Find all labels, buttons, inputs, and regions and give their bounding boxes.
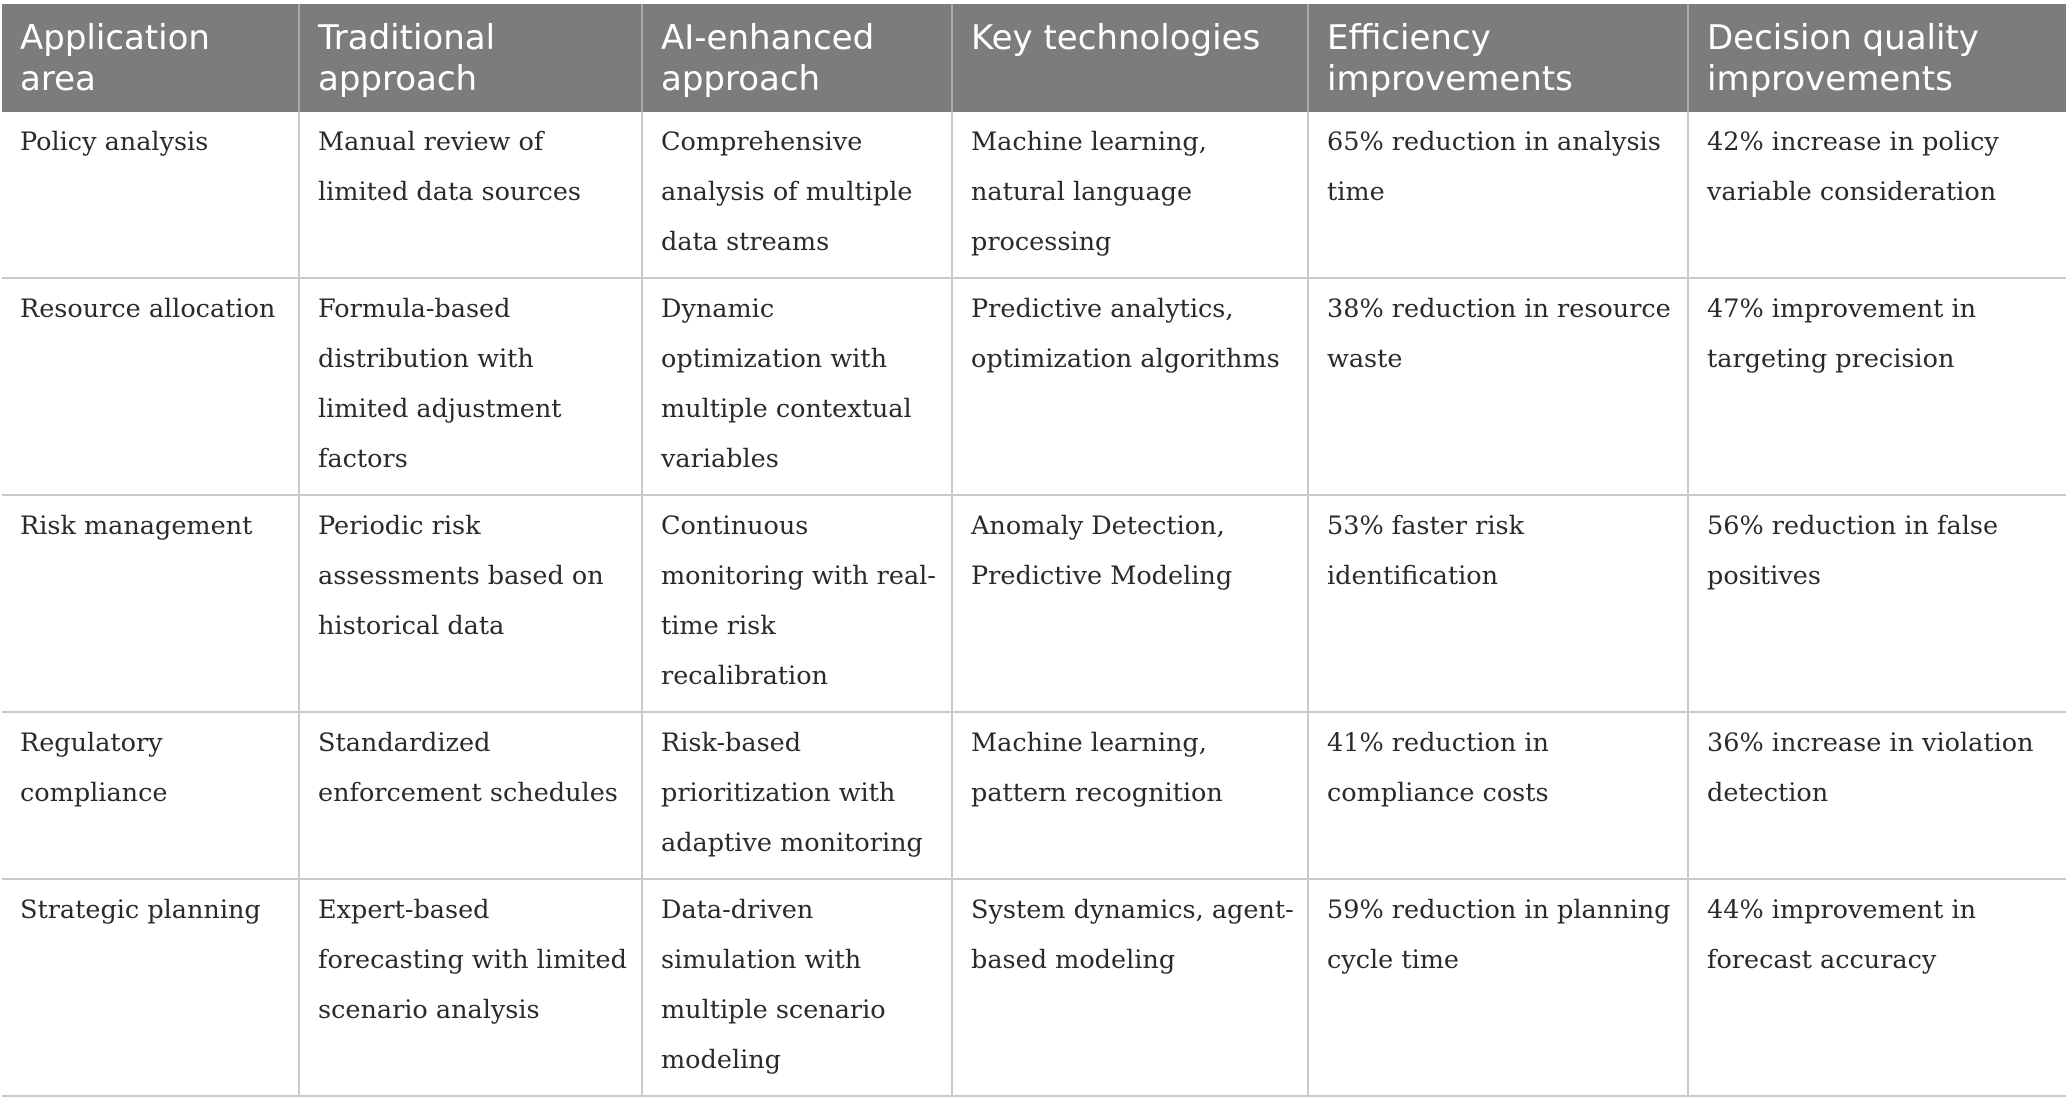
cell-efficiency-improvements: 41% reduction in compliance costs <box>1308 712 1688 879</box>
header-decision-quality-improvements: Decision quality improvements <box>1688 4 2066 112</box>
cell-efficiency-improvements: 65% reduction in analysis time <box>1308 112 1688 278</box>
cell-application-area: Resource allocation <box>2 278 299 495</box>
cell-key-technologies: Machine learning, natural language processing <box>952 112 1308 278</box>
cell-traditional-approach: Formula-based distribution with limited adjustment factors <box>299 278 642 495</box>
cell-application-area: Strategic planning <box>2 879 299 1096</box>
comparison-table <box>2 4 2066 1097</box>
header-efficiency-improvements: Efficiency improvements <box>1308 4 1688 112</box>
cell-efficiency-improvements: 59% reduction in planning cycle time <box>1308 879 1688 1096</box>
cell-ai-enhanced-approach: Continuous monitoring with real-time risk recalibration <box>642 495 952 712</box>
cell-key-technologies: Machine learning, pattern recognition <box>952 712 1308 879</box>
table-row <box>2 712 2066 879</box>
cell-traditional-approach: Periodic risk assessments based on historical data <box>299 495 642 712</box>
table-row <box>2 112 2066 278</box>
table-row <box>2 495 2066 712</box>
header-traditional-approach: Traditional approach <box>299 4 642 112</box>
cell-application-area: Regulatory compliance <box>2 712 299 879</box>
cell-key-technologies: System dynamics, agent-based modeling <box>952 879 1308 1096</box>
table-row <box>2 879 2066 1096</box>
cell-traditional-approach: Standardized enforcement schedules <box>299 712 642 879</box>
cell-application-area: Risk management <box>2 495 299 712</box>
cell-ai-enhanced-approach: Risk-based prioritization with adaptive monitoring <box>642 712 952 879</box>
cell-decision-quality-improvements: 56% reduction in false positives <box>1688 495 2066 712</box>
cell-traditional-approach: Expert-based forecasting with limited scenario analysis <box>299 879 642 1096</box>
cell-traditional-approach: Manual review of limited data sources <box>299 112 642 278</box>
header-ai-enhanced-approach: AI-enhanced approach <box>642 4 952 112</box>
header-application-area: Application area <box>2 4 299 112</box>
cell-ai-enhanced-approach: Comprehensive analysis of multiple data streams <box>642 112 952 278</box>
cell-decision-quality-improvements: 44% improvement in forecast accuracy <box>1688 879 2066 1096</box>
cell-decision-quality-improvements: 42% increase in policy variable consideration <box>1688 112 2066 278</box>
cell-ai-enhanced-approach: Data-driven simulation with multiple scenario modeling <box>642 879 952 1096</box>
cell-key-technologies: Predictive analytics, optimization algorithms <box>952 278 1308 495</box>
cell-decision-quality-improvements: 47% improvement in targeting precision <box>1688 278 2066 495</box>
cell-decision-quality-improvements: 36% increase in violation detection <box>1688 712 2066 879</box>
cell-efficiency-improvements: 53% faster risk identification <box>1308 495 1688 712</box>
header-key-technologies: Key technologies <box>952 4 1308 112</box>
cell-application-area: Policy analysis <box>2 112 299 278</box>
cell-key-technologies: Anomaly Detection, Predictive Modeling <box>952 495 1308 712</box>
cell-ai-enhanced-approach: Dynamic optimization with multiple contextual variables <box>642 278 952 495</box>
cell-efficiency-improvements: 38% reduction in resource waste <box>1308 278 1688 495</box>
table-row <box>2 278 2066 495</box>
table-header-row <box>2 4 2066 112</box>
